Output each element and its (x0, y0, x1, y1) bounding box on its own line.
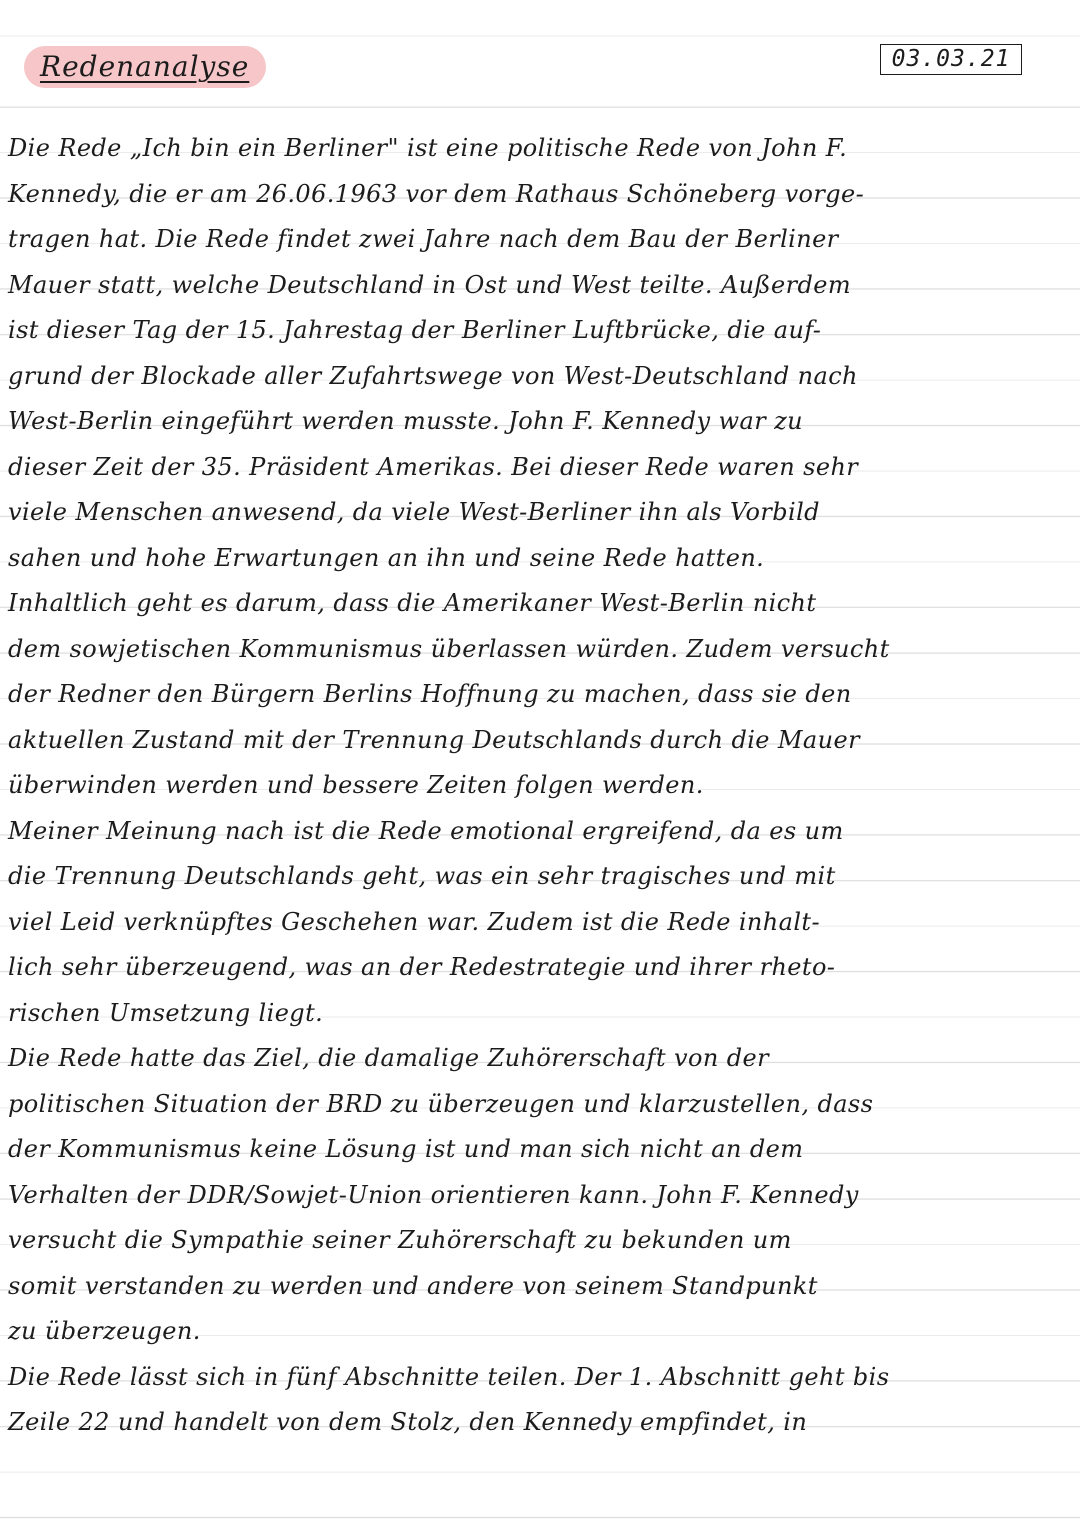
text-line: tragen hat. Die Rede findet zwei Jahre nach dem Bau der Berliner (8, 225, 839, 253)
text-line: zu überzeugen. (8, 1317, 201, 1345)
text-line: politischen Situation der BRD zu überzeugen und klarzustellen, dass (8, 1089, 874, 1118)
text-line: ist dieser Tag der 15. Jahrestag der Berliner Luftbrücke, die auf- (8, 316, 822, 344)
text-line: Mauer statt, welche Deutschland in Ost und West teilte. Außerdem (8, 270, 851, 299)
text-line: Die Rede „Ich bin ein Berliner" ist eine politische Rede von John F. (8, 134, 848, 162)
text-line: sahen und hohe Erwartungen an ihn und seine Rede hatten. (8, 543, 765, 572)
handwritten-text (8, 126, 1074, 1446)
text-line: Kennedy, die er am 26.06.1963 vor dem Rathaus Schöneberg vorge- (8, 179, 865, 208)
text-line: Inhaltlich geht es darum, dass die Amerikaner West-Berlin nicht (8, 589, 817, 617)
text-line: Die Rede hatte das Ziel, die damalige Zuhörerschaft von der (8, 1044, 769, 1072)
text-line: Verhalten der DDR/Sowjet-Union orientieren kann. John F. Kennedy (8, 1180, 859, 1209)
text-line: grund der Blockade aller Zufahrtswege von West-Deutschland nach (8, 361, 858, 390)
text-line: der Kommunismus keine Lösung ist und man sich nicht an dem (8, 1135, 804, 1163)
text-line: Meiner Meinung nach ist die Rede emotional ergreifend, da es um (8, 816, 844, 845)
text-line: somit verstanden zu werden und andere von seinem Standpunkt (8, 1271, 818, 1300)
text-line: überwinden werden und bessere Zeiten folgen werden. (8, 771, 704, 799)
page-title: Redenanalyse (40, 50, 250, 83)
text-line: Zeile 22 und handelt von dem Stolz, den Kennedy empfindet, in (8, 1408, 808, 1436)
text-line: West-Berlin eingeführt werden musste. John F. Kennedy war zu (8, 407, 803, 435)
date-box: 03.03.21 (880, 44, 1022, 75)
text-line: der Redner den Bürgern Berlins Hoffnung zu machen, dass sie den (8, 680, 852, 708)
text-line: dieser Zeit der 35. Präsident Amerikas. Bei dieser Rede waren sehr (8, 452, 859, 481)
text-line: viel Leid verknüpftes Geschehen war. Zudem ist die Rede inhalt- (8, 907, 820, 936)
text-line: versucht die Sympathie seiner Zuhörerschaft zu bekunden um (8, 1226, 792, 1254)
text-line: dem sowjetischen Kommunismus überlassen würden. Zudem versucht (8, 634, 890, 663)
text-line: die Trennung Deutschlands geht, was ein sehr tragisches und mit (8, 862, 836, 890)
text-line: Die Rede lässt sich in fünf Abschnitte teilen. Der 1. Abschnitt geht bis (8, 1362, 890, 1391)
text-line: aktuellen Zustand mit der Trennung Deutschlands durch die Mauer (8, 725, 860, 754)
text-line: lich sehr überzeugend, was an der Redestrategie und ihrer rheto- (8, 953, 836, 981)
text-line: viele Menschen anwesend, da viele West-Berliner ihn als Vorbild (8, 498, 820, 526)
text-line: rischen Umsetzung liegt. (8, 998, 324, 1027)
